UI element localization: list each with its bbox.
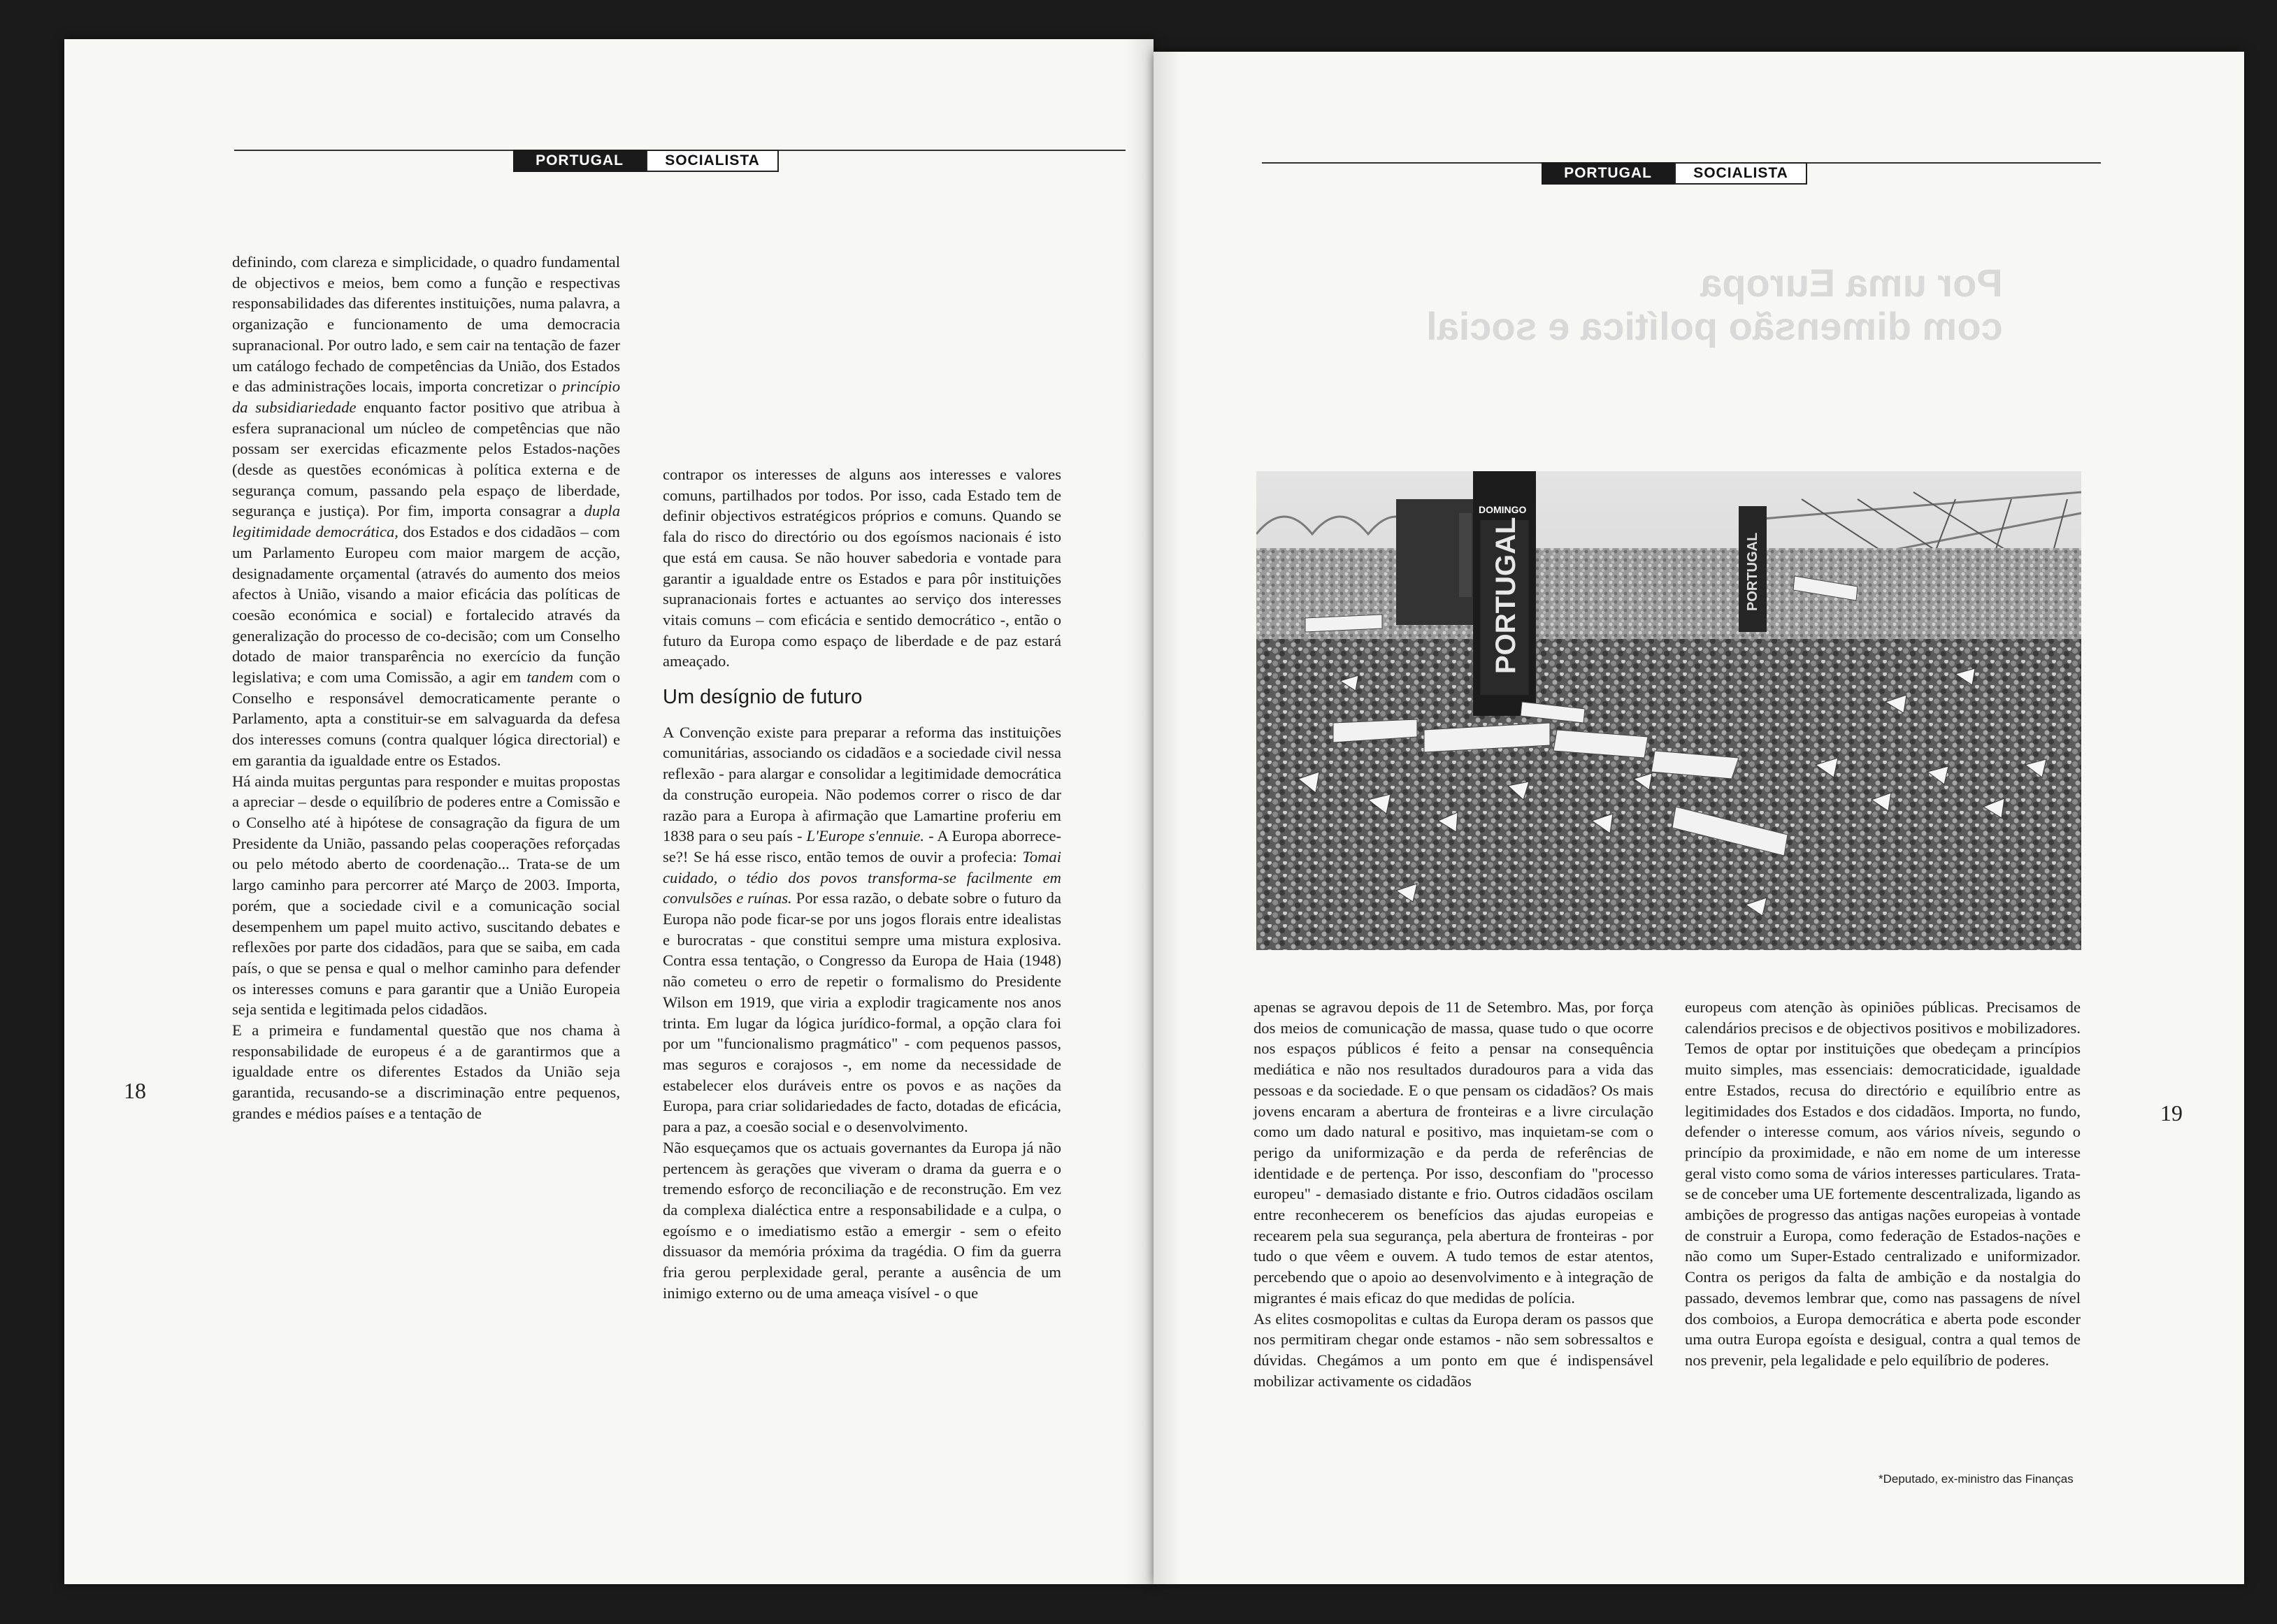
side-banner-text: PORTUGAL <box>1745 532 1760 611</box>
section-heading: Um desígnio de futuro <box>663 686 863 709</box>
stage-banner-text: PORTUGAL <box>1491 517 1521 674</box>
header-tag-socialista: SOCIALISTA <box>646 150 779 172</box>
page-number-right: 19 <box>2160 1100 2183 1126</box>
header-tag <box>1542 162 1807 185</box>
paragraph: Há ainda muitas perguntas para responder e muitas propostas a apreciar – desde o equilíbrio de poderes entre a Comissão e o Conselho até à hipótese de consagração da figura de um Presidente da União, passando pelas cooperações reforçadas ou pelo método aberto de coordenação... Trata-se de um largo caminho para percorrer até Março de 2003. Importa, porém, que a sociedade civil e a comunicação social desempenhem um papel muito activo, suscitando debates e reflexões por parte dos cidadãos, para que se saiba, em cada país, o que se pensa e qual o melhor caminho para defender os interesses comuns e para garantir que a União Europeia seja sentida e legitimada pelos cidadãos. <box>232 772 620 1019</box>
paragraph: E a primeira e fundamental questão que nos chama à responsabilidade de europeus é a de garantirmos que a igualdade entre os diferentes Estados da União seja garantida, recusando-se a discriminação entre pequenos, grandes e médios países e a tentação de <box>232 1021 620 1122</box>
header-tag-portugal: PORTUGAL <box>1542 162 1674 185</box>
gutter-shadow <box>1126 39 1154 1584</box>
rally-crowd-image <box>1256 471 2081 950</box>
left-column-1 <box>232 252 620 1124</box>
author-footnote: *Deputado, ex-ministro das Finanças <box>1879 1472 2074 1486</box>
right-column-1 <box>1254 997 1653 1391</box>
header-tag-portugal: PORTUGAL <box>513 150 646 172</box>
header-tag <box>513 150 779 172</box>
paragraph: A Convenção existe para preparar a reforma das instituições comunitárias, associando os cidadãos e a sociedade civil nessa reflexão - para alargar e consolidar a legitimidade democrática da construção europeia. Não podemos correr o risco de dar razão para a Europa à afirmação que Lamartine proferiu em 1838 para o seu país - L'Europe s'ennuie. - A Europa aborrece-se?! Se há esse risco, então temos de ouvir a profecia: Tomai cuidado, o tédio dos povos transforma-se facilmente em convulsões e ruínas. Por essa razão, o debate sobre o futuro da Europa não pode ficar-se por uns jogos florais entre idealistas e burocratas - que constitui sempre uma mistura explosiva. Contra essa tentação, o Congresso da Europa de Haia (1948) não cometeu o erro de repetir o formalismo do Presidente Wilson em 1919, que viria a explodir tragicamente nos anos trinta. Em lugar da lógica jurídico-formal, a opção clara foi por um "funcionalismo pragmático" - com pequenos passos, mas seguros e corajosos -, em nome da necessidade de estabelecer elos duráveis entre os povos e as nações da Europa, para criar solidariedades de facto, dotadas de eficácia, para a paz, a coesão social e o desenvolvimento. <box>663 723 1062 1136</box>
paragraph: Não esqueçamos que os actuais governantes da Europa já não pertencem às gerações que viveram o drama da guerra e o tremendo esforço de reconciliação e de reconstrução. Em vez da complexa dialéctica entre a responsabilidade e a culpa, o egoísmo e o imediatismo estão a emergir - sem o efeito dissuasor da memória próxima da tragédia. O fim da guerra fria gerou perplexidade geral, perante a ausência de um inimigo externo ou de uma ameaça visível - o que <box>663 1138 1061 1302</box>
gutter-shadow <box>1154 52 1181 1584</box>
paragraph: definindo, com clareza e simplicidade, o quadro fundamental de objectivos e meios, bem como a função e respectivas responsabilidades das diferentes instituições, numa palavra, a organização e funcionamento de uma democracia supranacional. Por outro lado, e sem cair na tentação de fazer um catálogo fechado de competências da União, dos Estados e das administrações locais, importa concretizar o princípio da subsidiariedade enquanto factor positivo que atribua à esfera supranacional um núcleo de competências que não possam ser exercidas eficazmente pelos Estados-nações (desde as questões económicas à política externa e de segurança comum, passando pela espaço de liberdade, segurança e justiça). Por fim, importa consagrar a dupla legitimidade democrática, dos Estados e dos cidadãos – com um Parlamento Europeu com maior margem de acção, designadamente orçamental (através do aumento dos meios afectos à União, visando a maior eficácia das políticas de coesão económica e social) e fortalecido através da generalização do processo de co-decisão; com um Conselho dotado de maior transparência no exercício da função legislativa; e com uma Comissão, a agir em tandem com o Conselho e responsável democraticamente perante o Parlamento, apta a constituir-se em salvaguarda da defesa dos interesses comuns (contra qualquer lógica directorial) e em garantia da igualdade entre os Estados. <box>232 253 620 769</box>
left-page <box>64 39 1154 1584</box>
page-number-left: 18 <box>124 1078 146 1103</box>
paragraph: europeus com atenção às opiniões públicas. Precisamos de calendários precisos e de objectivos positivos e mobilizadores. Temos de optar por instituições que obedeçam a princípios muito simples, mas essenciais: democraticidade, igualdade entre Estados, recusa do directório e equilíbrio entre as legitimidades dos Estados e dos cidadãos. Importa, no fundo, defender o interesse comum, aos vários níveis, segundo o princípio da proximidade, e não em nome de um interesse geral visto como soma de vários interesses particulares. Trata-se de conceber uma UE fortemente descentralizada, ligando as ambições de progresso das antigas nações europeias à vontade de construir a Europa, como federação de Estados-nações e não como um Super-Estado centralizado e uniformizador. Contra os perigos da falta de ambição e da nostalgia do passado, devemos lembrar que, como nas passagens de nível dos comboios, a Europa democrática e aberta pode esconder uma outra Europa egoísta e desigual, contra a qual temos de nos prevenir, pela legalidade e pelo equilíbrio de poderes. <box>1685 998 2081 1369</box>
rally-crowd-photo <box>1256 471 2081 950</box>
stage-banner-brand: DOMINGO <box>1479 504 1527 515</box>
header-tag-socialista: SOCIALISTA <box>1674 162 1807 185</box>
right-page <box>1154 52 2244 1584</box>
paragraph: contrapor os interesses de alguns aos interesses e valores comuns, partilhados por todos. Por isso, cada Estado tem de definir objectivos estratégicos próprios e comuns. Quando se fala do risco do directório ou dos egoísmos nacionais é isto que está em causa. Se não houver sabedoria e vontade para garantir a igualdade entre os Estados e para pôr instituições supranacionais fortes e actuantes ao serviço dos interesses vitais comuns – com eficácia e sentido democrático -, então o futuro da Europa como espaço de liberdade e de paz estará ameaçado. <box>663 466 1061 670</box>
paragraph: apenas se agravou depois de 11 de Setembro. Mas, por força dos meios de comunicação de massa, quase tudo o que ocorre nos espaços públicos é feito a pensar na consequência mediática e não nos resultados duradouros para a vida das pessoas e da sociedade. E o que pensam os cidadãos? Os mais jovens encaram a abertura de fronteiras e a livre circulação como um dado natural e positivo, mas inquietam-se com o perigo da uniformização e da perda de referências de identidade e de pertença. Por isso, desconfiam do "processo europeu" - demasiado distante e frio. Outros cidadãos oscilam entre reconhecerem os benefícios das ajudas europeias e recearem pela sua segurança, pela abertura de fronteiras - por tudo o que vêem e ouvem. A tudo temos de estar atentos, percebendo que o apoio ao desenvolvimento e à integração de migrantes é mais eficaz do que medidas de polícia. <box>1254 998 1653 1307</box>
paragraph: As elites cosmopolitas e cultas da Europa deram os passos que nos permitiram chegar onde estamos - não sem sobressaltos e dúvidas. Chegámos a um ponto em que é indispensável mobilizar activamente os cidadãos <box>1254 1309 1653 1390</box>
left-column-2 <box>663 464 1061 1303</box>
show-through-title: Por uma Europa com dimensão política e social <box>1426 261 2003 348</box>
right-column-2 <box>1685 997 2081 1371</box>
